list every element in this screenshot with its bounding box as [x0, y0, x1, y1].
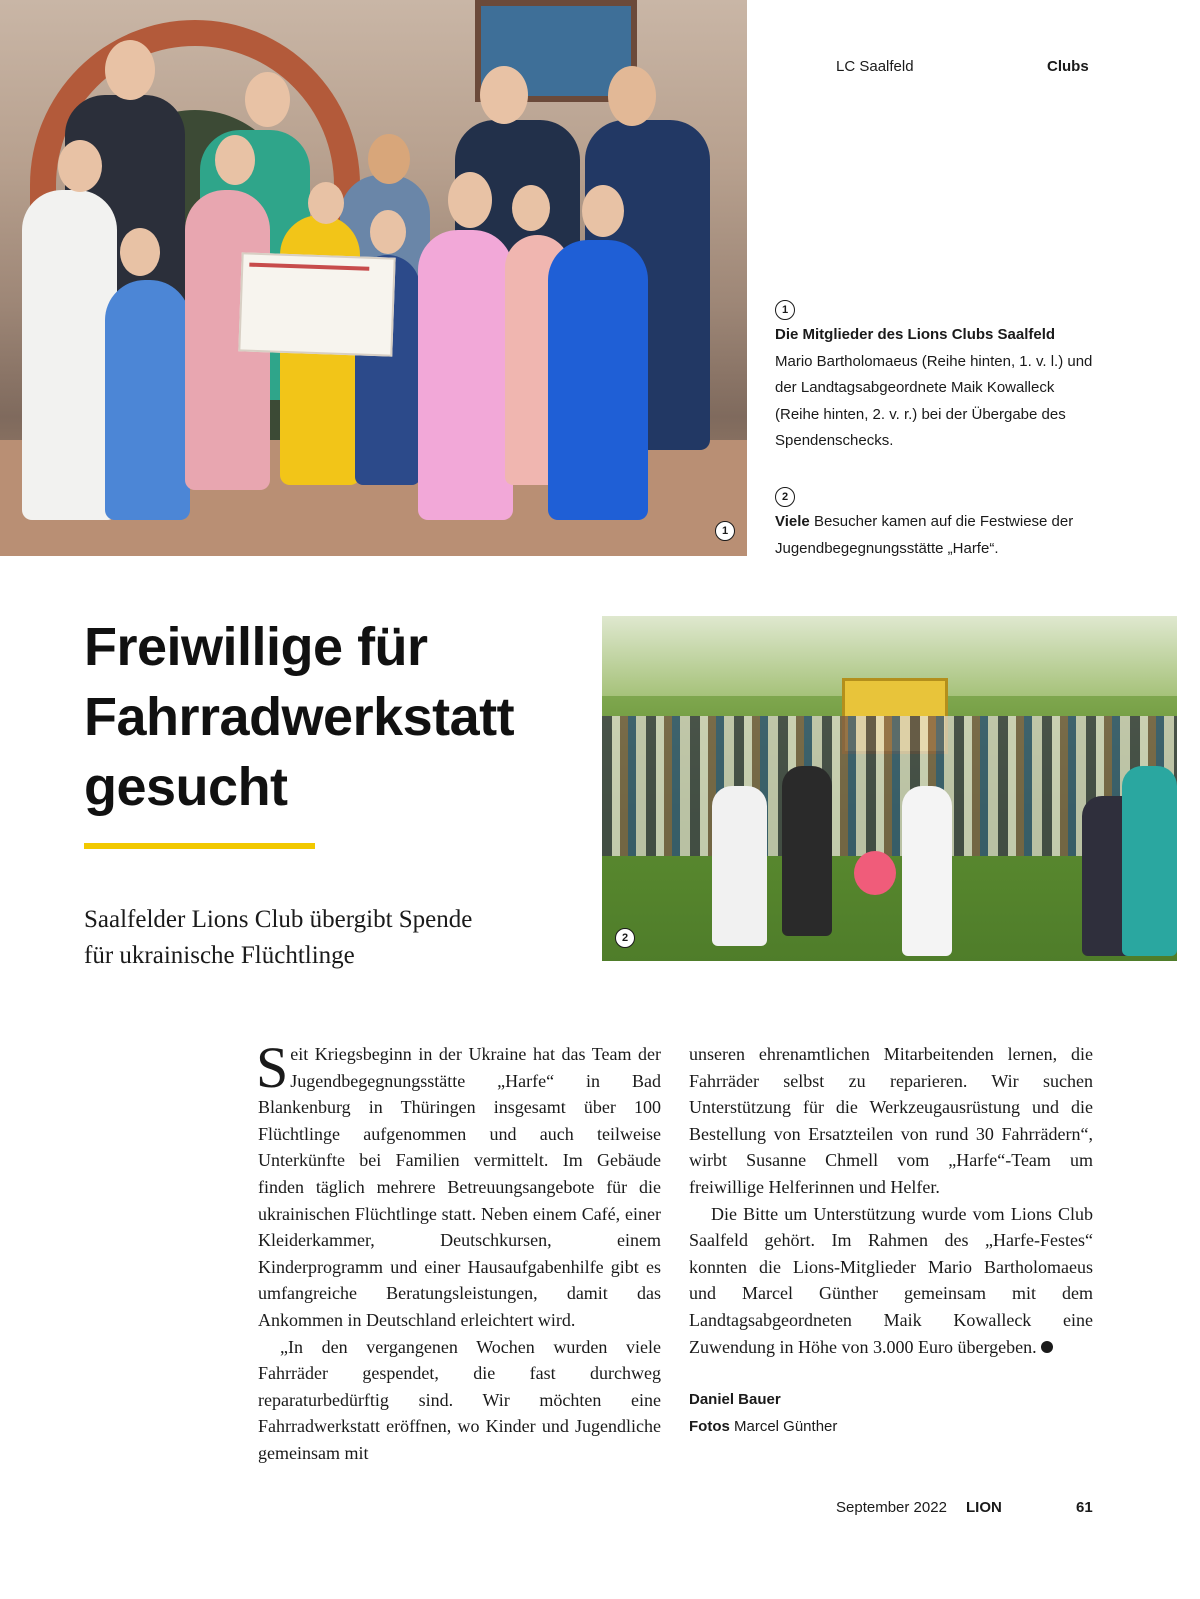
caption-number-2: 2 — [775, 487, 795, 507]
person-head — [368, 134, 410, 184]
headline-line: gesucht — [84, 757, 288, 817]
headline-line: Freiwillige für — [84, 617, 428, 677]
section-label: LC Saalfeld — [836, 58, 914, 75]
paragraph-text: Die Bitte um Unterstützung wurde vom Lions Club Saalfeld gehört. Im Rahmen des „Harfe-Festes“ konnten die Lions-Mitglieder Mario Bartholomaeus und Marcel Günther gemeinsam mit dem Landtagsabgeordneten Maik Kowalleck eine Zuwendung in Höhe von 3.000 Euro übergeben. — [689, 1203, 1093, 1357]
paragraph-text: eit Kriegsbeginn in der Ukraine hat das Team der Jugendbegegnungsstätte „Harfe“ in Bad Blankenburg in Thüringen insgesamt über 100 Flüchtlinge aufgenommen und auch teilweise Unterkünfte bei Familien vermittelt. Im Gebäude finden täglich mehrere Betreuungsangebote für die ukrainischen Flüchtlinge statt. Neben einem Café, einer Kleiderkammer, Deutschkursen, einem Kinderprogramm und einer Hausaufgabenhilfe gibt es umfangreiche Beratungsleistungen, damit das Ankommen in Deutschland erleichtert wird. — [258, 1044, 661, 1330]
end-mark-icon — [1041, 1341, 1053, 1353]
caption-2 — [775, 509, 1095, 562]
caption-1-lead: Die Mitglieder des Lions Clubs Saalfeld — [775, 326, 1056, 343]
magazine-name: LION — [966, 1499, 1002, 1516]
paragraph — [256, 1035, 661, 1334]
caption-1-text: Mario Bartholomaeus (Reihe hinten, 1. v. l.) und der Landtagsabgeordnete Maik Kowalleck (Reihe hinten, 2. v. r.) bei der Übergabe des Spendenschecks. — [775, 352, 1093, 449]
donation-cheque — [238, 252, 395, 356]
person-head — [215, 135, 255, 185]
article-column-2 — [689, 1041, 1093, 1360]
person-head — [370, 210, 406, 254]
person-figure — [1122, 766, 1177, 956]
photo-credit-label: Fotos — [689, 1418, 730, 1435]
paragraph: unseren ehrenamtlichen Mitarbeitenden lernen, die Fahrräder selbst zu reparieren. Wir suchen Unterstützung für die Werkzeugausrüstung und die Bestellung von Ersatzteilen von rund 30 Fahrrädern“, wirbt Susanne Chmell vom „Harfe“-Team um freiwillige Helferinnen und Helfer. — [689, 1044, 1093, 1197]
person-figure — [105, 280, 190, 520]
headline — [84, 612, 584, 822]
person-figure — [22, 190, 117, 520]
caption-number-1: 1 — [775, 300, 795, 320]
person-head — [105, 40, 155, 100]
photo-marker-1: 1 — [715, 521, 735, 541]
person-head — [120, 228, 160, 276]
person-figure — [548, 240, 648, 520]
photo-credit — [689, 1418, 837, 1435]
person-head — [245, 72, 290, 127]
photo-festival-meadow — [602, 616, 1177, 961]
caption-2-lead: Viele — [775, 513, 810, 530]
page-number: 61 — [1076, 1499, 1093, 1516]
category-label: Clubs — [1047, 58, 1089, 75]
person-head — [480, 66, 528, 124]
photo-cheque-handover — [0, 0, 747, 556]
drop-cap: S — [256, 1035, 289, 1100]
balloon — [854, 851, 896, 895]
person-head — [512, 185, 550, 231]
person-head — [608, 66, 656, 126]
issue-date: September 2022 — [836, 1499, 947, 1516]
person-figure — [418, 230, 513, 520]
person-head — [448, 172, 492, 228]
caption-1 — [775, 322, 1095, 455]
article-column-1 — [256, 1035, 661, 1467]
person-figure — [782, 766, 832, 936]
photo-marker-2: 2 — [615, 928, 635, 948]
person-head — [582, 185, 624, 237]
author: Daniel Bauer — [689, 1391, 781, 1408]
person-figure — [712, 786, 767, 946]
paragraph: „In den vergangenen Wochen wurden viele Fahrräder gespendet, die fast durchweg reparaturbedürftig sind. Wir möchten eine Fahrradwerkstatt eröffnen, wo Kinder und Jugendliche gemeinsam mit — [258, 1336, 661, 1463]
subheadline-line: Saalfelder Lions Club übergibt Spende — [84, 906, 473, 933]
caption-2-text: Besucher kamen auf die Festwiese der Jugendbegegnungsstätte „Harfe“. — [775, 513, 1074, 557]
person-figure — [902, 786, 952, 956]
subheadline — [84, 902, 564, 974]
headline-rule — [84, 843, 315, 849]
person-head — [58, 140, 102, 192]
paragraph — [689, 1201, 1093, 1361]
headline-line: Fahrradwerkstatt — [84, 687, 515, 747]
subheadline-line: für ukrainische Flüchtlinge — [84, 942, 355, 969]
photographer: Marcel Günther — [734, 1418, 838, 1435]
person-head — [308, 182, 344, 224]
